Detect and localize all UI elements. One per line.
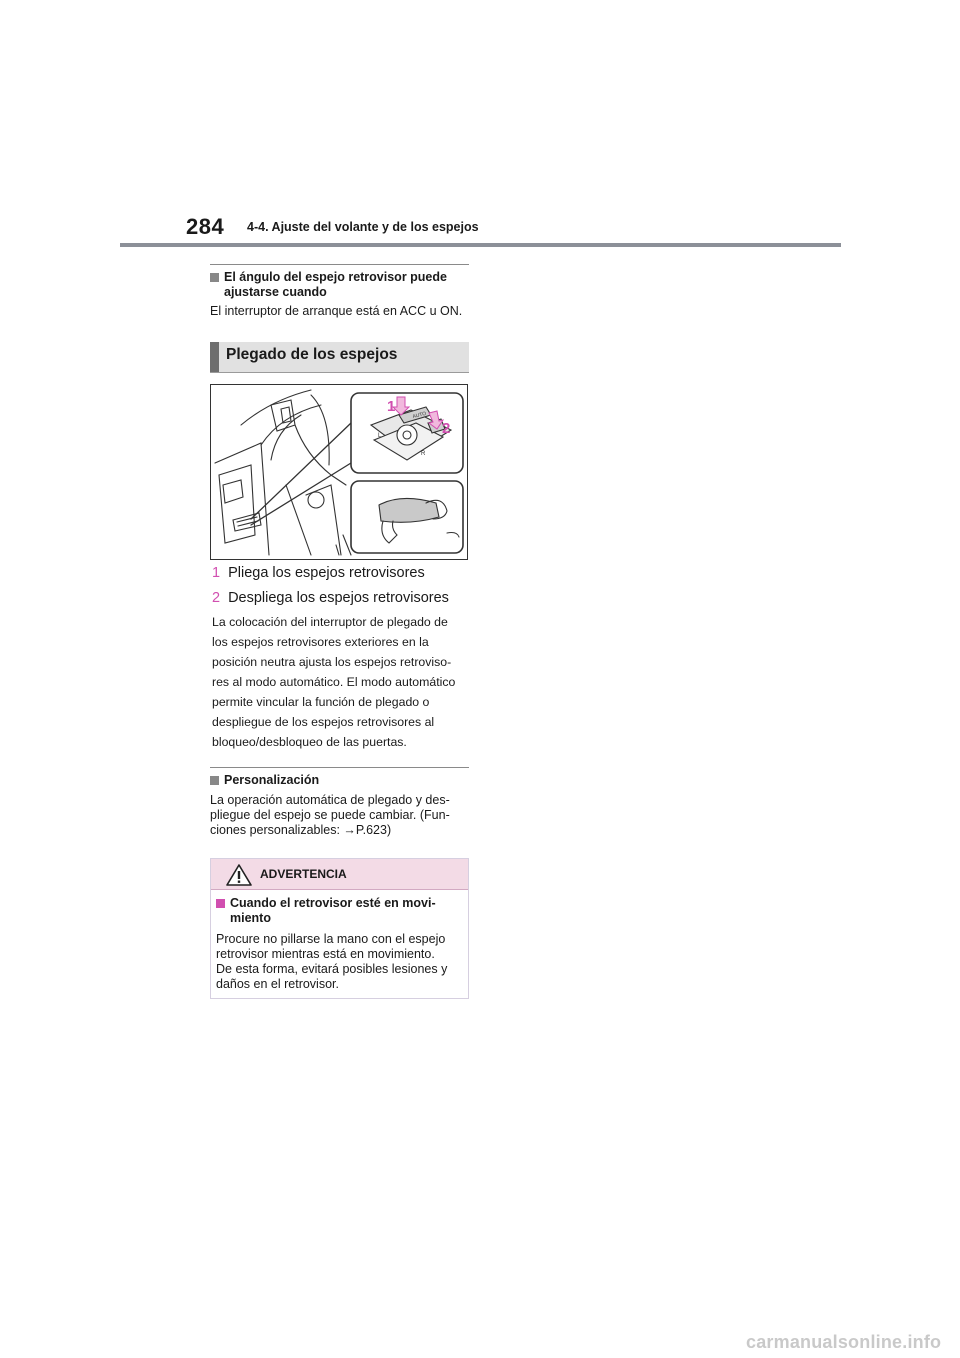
- heading-line: Cuando el retrovisor esté en movi-: [230, 896, 436, 910]
- legend-text: Despliega los espejos retrovisores: [228, 590, 449, 606]
- subsection-rule: [210, 767, 469, 768]
- warning-text: [216, 932, 464, 992]
- legend-number: 1: [212, 565, 221, 581]
- section-title-box: [210, 342, 469, 373]
- warning-body: [211, 890, 468, 992]
- section-title-bar: [210, 342, 219, 372]
- heading-line: miento: [230, 911, 271, 925]
- description-paragraph: [212, 612, 470, 752]
- square-bullet-icon: [210, 776, 219, 785]
- heading-line: ajustarse cuando: [224, 285, 327, 299]
- warning-heading: [216, 896, 464, 926]
- section-customization: [210, 767, 469, 838]
- paragraph-line: res al modo automático. El modo automático: [212, 675, 456, 689]
- body-line: ciones personalizables: →P.623): [210, 823, 392, 837]
- section-title: Plegado de los espejos: [226, 346, 398, 363]
- warning-line: daños en el retrovisor.: [216, 977, 339, 991]
- paragraph-line: posición neutra ajusta los espejos retroviso-: [212, 655, 452, 669]
- paragraph-line: bloqueo/desbloqueo de las puertas.: [212, 735, 407, 749]
- switch-r-label: R: [421, 451, 426, 457]
- subsection-heading: [210, 773, 469, 788]
- body-line: pliegue del espejo se puede cambiar. (Fun-: [210, 808, 450, 822]
- warning-title: ADVERTENCIA: [260, 867, 347, 881]
- legend-number: 2: [212, 590, 221, 606]
- warning-line: De esta forma, evitará posibles lesiones y: [216, 962, 448, 976]
- switch-auto-label: AUTO: [412, 410, 427, 420]
- heading-line: Personalización: [224, 773, 320, 787]
- paragraph-line: despliegue de los espejos retrovisores al: [212, 715, 435, 729]
- subsection-heading: [210, 270, 469, 300]
- warning-line: Procure no pillarse la mano con el espejo: [216, 932, 446, 946]
- section-angle: [210, 264, 469, 319]
- header-rule: [120, 243, 841, 247]
- warning-line: retrovisor mientras está en movimiento.: [216, 947, 435, 961]
- mirror-fold-illustration: [210, 384, 468, 560]
- warning-triangle-icon: [226, 864, 252, 886]
- callout-2: 2: [442, 420, 451, 437]
- subsection-body: [210, 793, 469, 838]
- page-number: 284: [186, 214, 225, 239]
- warning-header: [211, 859, 468, 890]
- subsection-rule: [210, 264, 469, 265]
- legend-item-1: [212, 565, 425, 581]
- paragraph-line: permite vincular la función de plegado o: [212, 695, 430, 709]
- chapter-title: 4-4. Ajuste del volante y de los espejos: [247, 220, 479, 234]
- legend-text: Pliega los espejos retrovisores: [228, 565, 425, 581]
- warning-box: [210, 858, 469, 999]
- square-bullet-icon: [216, 899, 225, 908]
- switch-l-label: L: [378, 433, 382, 439]
- paragraph-line: los espejos retrovisores exteriores en la: [212, 635, 429, 649]
- legend-item-2: [212, 590, 449, 606]
- body-line: La operación automática de plegado y des-: [210, 793, 450, 807]
- subsection-body: El interruptor de arranque está en ACC u ON.: [210, 304, 463, 318]
- paragraph-line: La colocación del interruptor de plegado de: [212, 615, 448, 629]
- illustration-svg: [211, 385, 467, 559]
- watermark: carmanualsonline.info: [746, 1332, 942, 1352]
- callout-1: 1: [387, 398, 396, 415]
- square-bullet-icon: [210, 273, 219, 282]
- heading-line: El ángulo del espejo retrovisor puede: [224, 270, 447, 284]
